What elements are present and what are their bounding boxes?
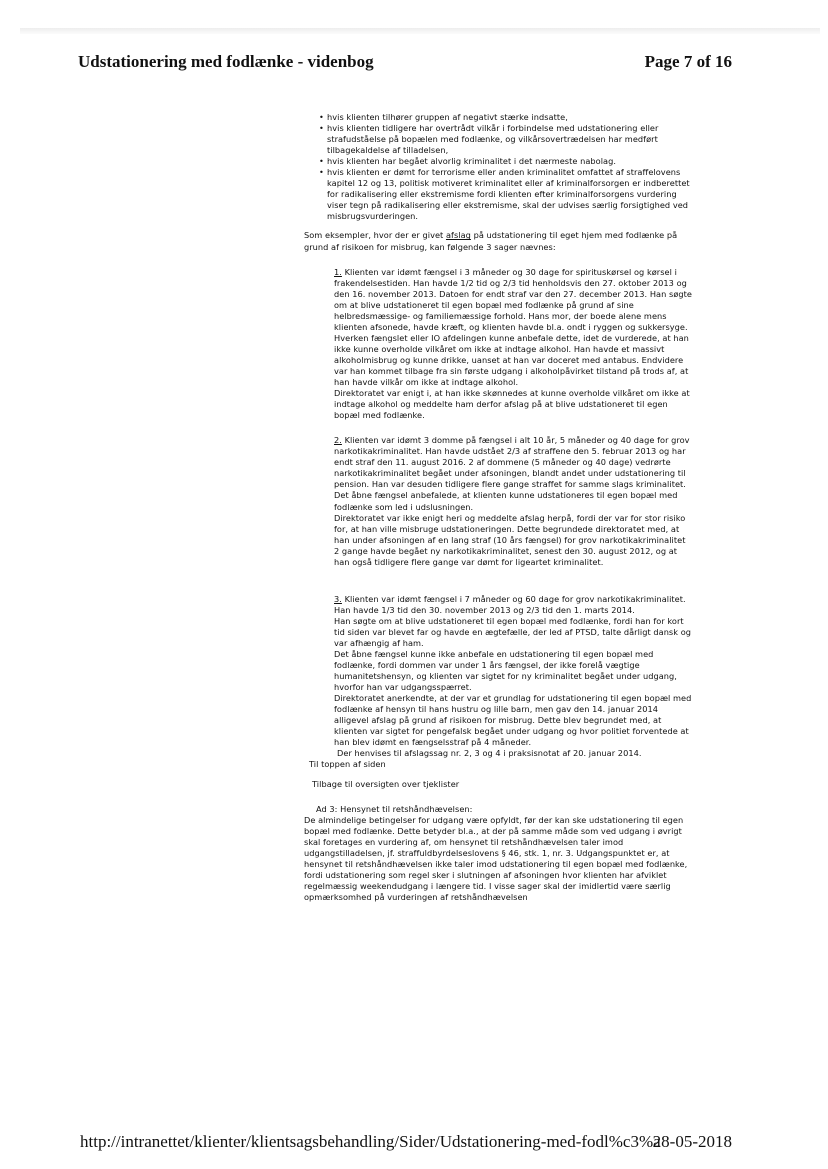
page-number: Page 7 of 16 <box>644 52 732 71</box>
case-3 <box>334 594 692 760</box>
case-paragraph: Direktoratet anerkendte, at der var et grundlag for udstationering til egen bopæl med fodlænke af hensyn til hans hustru og lille barn, men gav den 14. januar 2014 alligevel afslag på grund af risikoen for misbrug. Dette blev begrundet med, at klienten var sigtet for pengefalsk begået under udgang og hvor politiet forventede at han blev idømt en fængselsstraf på 4 måneder. <box>334 693 692 748</box>
intro-text: Som eksempler, hvor der er givet <box>304 230 446 241</box>
case-paragraph: Klienten var idømt 3 domme på fængsel i alt 10 år, 5 måneder og 40 dage for grov narkotikakriminalitet. Han havde udstået 2/3 af straffene den 5. februar 2013 og har endt straf den 11. august 2016. 2 af dommene (5 måneder og 40 dage) vedrørte narkotikakriminalitet begået under afsoningen, blandt andet under udstationering til pension. Han var desuden tidligere flere gange straffet for samme slags kriminalitet. Det åbne fængsel anbefalede, at klienten kunne udstationeres til egen bopæl med fodlænke som led i udslusningen. <box>334 435 690 512</box>
bullet-item: • hvis klienten tilhører gruppen af negativt stærke indsatte, <box>319 112 692 123</box>
page-header <box>78 52 732 76</box>
case-reference: Der henvises til afslagssag nr. 2, 3 og 4 i praksisnotat af 20. januar 2014. <box>337 748 642 759</box>
case-paragraph: Han søgte om at blive udstationeret til egen bopæl med fodlænke, fordi han for kort tid siden var blevet far og havde en ægtefælle, der led af PTSD, talte dårligt dansk og var afhængig af ham. <box>334 615 692 648</box>
document-body <box>304 112 692 903</box>
scan-shadow <box>20 28 820 34</box>
case-paragraph: Det åbne fængsel kunne ikke anbefale en udstationering til egen bopæl med fodlænke, fordi dommen var under 1 års fængsel, der ikke forelå vægtige humanitetshensyn, og klienten var sigtet for ny kriminalitet begået under udgang, hvorfor han var udgangsspærret. <box>334 649 677 693</box>
footer-date: 28-05-2018 <box>652 1132 732 1151</box>
bullet-item: • hvis klienten er dømt for terrorisme eller anden kriminalitet omfattet af straffelovens kapitel 12 og 13, politisk motiveret kriminalitet eller af kriminalforsorgen er indberettet for radikalisering eller ekstremisme fordi klienten efter kriminalforsorgens vurdering viser tegn på radikalisering eller ekstremisme, skal der udvises særlig forsigtighed ved misbrugsvurderingen. <box>319 167 692 222</box>
case-paragraph: Klienten var idømt fængsel i 3 måneder og 30 dage for spirituskørsel og kørsel i frakendelsestiden. Han havde 1/2 tid og 2/3 tid henholdsvis den 27. oktober 2013 og den 16. november 2013. Datoen for endt straf var den 27. december 2013. Han søgte om at blive udstationeret til egen bopæl med fodlænke på grund af sine helbredsmæssige- og familiemæssige forhold. Hans mor, der boede alene mens klienten afsonede, havde kræft, og klienten havde bl.a. ondt i ryggen og sukkersyge. <box>334 266 692 332</box>
intro-paragraph <box>304 230 692 252</box>
footer-url: http://intranettet/klienter/klientsagsbehandling/Sider/Udstationering-med-fodl%c3%a <box>80 1132 661 1151</box>
intro-emphasis: afslag <box>445 230 471 241</box>
bullet-item: • hvis klienten tidligere har overtrådt vilkår i forbindelse med udstationering eller strafudståelse på bopælen med fodlænke, og vilkårsovertrædelsen har medført tilbagekaldelse af tilladelsen, <box>319 123 692 156</box>
case-paragraph: Hverken fængslet eller IO afdelingen kunne anbefale dette, idet de vurderede, at han ikke kunne overholde vilkåret om ikke at indtage alkohol. Han havde et massivt alkoholmisbrug og kunne drikke, uanset at han var doceret med antabus. Endvidere var han kommet tilbage fra sin første udgang i alkoholpåvirket tilstand på trods af, at han havde vilkår om ikke at indtage alkohol. <box>334 332 689 388</box>
case-number: 1. <box>334 266 342 277</box>
case-paragraph: Direktoratet var ikke enigt heri og meddelte afslag herpå, fordi der var for stor risiko for, at han ville misbruge udstationeringen. Dette begrundede direktoratet med, at han under afsoningen af en lang straf (10 års fængsel) for grov narkotikakriminalitet 2 gange havde begået ny narkotikakriminalitet, senest den 30. august 2012, og at han også tidligere flere gange var dømt for ligeartet kriminalitet. <box>334 512 686 567</box>
case-paragraph: Klienten var idømt fængsel i 7 måneder og 60 dage for grov narkotikakriminalitet. Han havde 1/3 tid den 30. november 2013 og 2/3 tid den 1. marts 2014. <box>334 593 686 615</box>
back-to-checklist-link[interactable]: Tilbage til oversigten over tjeklister <box>312 778 460 789</box>
case-2 <box>334 435 692 568</box>
case-number: 3. <box>334 593 342 604</box>
case-number: 2. <box>334 435 342 446</box>
back-to-top-link[interactable]: Til toppen af siden <box>309 759 386 770</box>
intro-text-end: på udstationering til eget hjem med fodlænke på grund af risikoen for misbrug, kan følgende 3 sager nævnes: <box>304 230 678 252</box>
section-heading: Ad 3: Hensynet til retshåndhævelsen: <box>316 803 473 814</box>
bullet-item: • hvis klienten har begået alvorlig kriminalitet i det nærmeste nabolag. <box>319 156 692 167</box>
document-title: Udstationering med fodlænke - videnbog <box>78 52 374 71</box>
case-1 <box>334 267 692 422</box>
case-paragraph: Direktoratet var enigt i, at han ikke skønnedes at kunne overholde vilkåret om ikke at indtage alkohol og meddelte ham derfor afslag på at blive udstationeret til egen bopæl med fodlænke. <box>334 388 690 421</box>
bullet-list <box>319 112 692 222</box>
section-paragraph: De almindelige betingelser for udgang være opfyldt, før der kan ske udstationering til egen bopæl med fodlænke. Dette betyder bl.a., at der på samme måde som ved udgang i øvrigt skal foretages en vurdering af, om hensynet til retshåndhævelsen taler imod udgangstilladelsen, jf. straffuldbyrdelseslovens § 46, stk. 1, nr. 3. Udgangspunktet er, at hensynet til retshåndhævelsen ikke taler imod udstationering til egen bopæl med fodlænke, fordi udstationering som regel sker i slutningen af afsoningen hvor klienten har afviklet regelmæssig weekendudgang i længere tid. I visse sager skal der imidlertid være særlig opmærksomhed på vurderingen af retshåndhævelsen <box>304 814 688 902</box>
page-footer <box>80 1132 732 1156</box>
